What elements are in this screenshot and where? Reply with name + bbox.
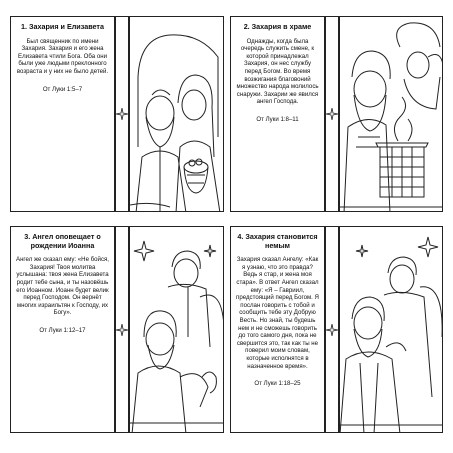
- fold-tab-3: [115, 226, 129, 433]
- card-1-title: 1. Захария и Елизавета: [21, 22, 104, 31]
- card-1-text: [10, 16, 115, 212]
- card-2-reference: От Луки 1:8–11: [256, 115, 299, 123]
- zechariah-mute-illustration: [339, 226, 443, 433]
- fold-tab-2: [325, 16, 339, 212]
- sparkle-icon: [324, 106, 340, 122]
- fold-tab-4: [325, 226, 339, 433]
- card-3-text: [10, 226, 115, 433]
- sparkle-icon: [114, 106, 130, 122]
- fold-tab-1: [115, 16, 129, 212]
- card-4-body: Захария сказал Ангелу: «Как я узнаю, что это правда? Ведь я стар, и жена моя стара». В ответ Ангел сказал ему: «Я – Гавриил, предстоящий перед Богом. Я послан говорить с тобой и сообщить тебе эту Добрую Весть. Но знай, ты будешь нем и не сможешь говорить до того самого дня, пока не свершится это, так как ты не поверил моим словам, которые исполнятся в назначенное время».: [236, 256, 319, 370]
- sparkle-icon: [324, 322, 340, 338]
- card-4-title: 4. Захария становится немым: [237, 232, 318, 250]
- card-1-reference: От Луки 1:5–7: [42, 85, 83, 93]
- temple-angel-illustration: [339, 16, 443, 212]
- card-4-reference: От Луки 1:18–25: [254, 380, 301, 388]
- card-3-title: 3. Ангел оповещает о рождении Иоанна: [24, 232, 101, 250]
- zechariah-elizabeth-illustration: [129, 16, 224, 212]
- sparkle-icon: [114, 322, 130, 338]
- card-3-body: Ангел же сказал ему: «Не бойся, Захария! Твоя молитва услышана: твоя жена Елизавета родит тебе сына, и ты назовёшь его Иоанном. Иоанн будет велик перед Господом. Он вернёт многих израильтян к Господу, их Богу».: [16, 256, 109, 317]
- angel-announcement-illustration: [129, 226, 224, 433]
- card-2-title: 2. Захария в храме: [243, 22, 312, 31]
- card-4-text: [230, 226, 325, 433]
- card-1-body: Был священник по имени Захария. Захария и его жена Елизавета чтили Бога. Оба они были уже людьми преклонного возраста и у них не было детей.: [16, 37, 109, 75]
- card-2-body: Однажды, когда была очередь служить смене, к которой принадлежал Захария, он нес службу перед Богом. Во время возжигания благовоний множество народа молилось снаружи. Захарии же явился ангел Господа.: [236, 37, 319, 106]
- card-2-text: [230, 16, 325, 212]
- card-3-reference: От Луки 1:12–17: [39, 326, 86, 334]
